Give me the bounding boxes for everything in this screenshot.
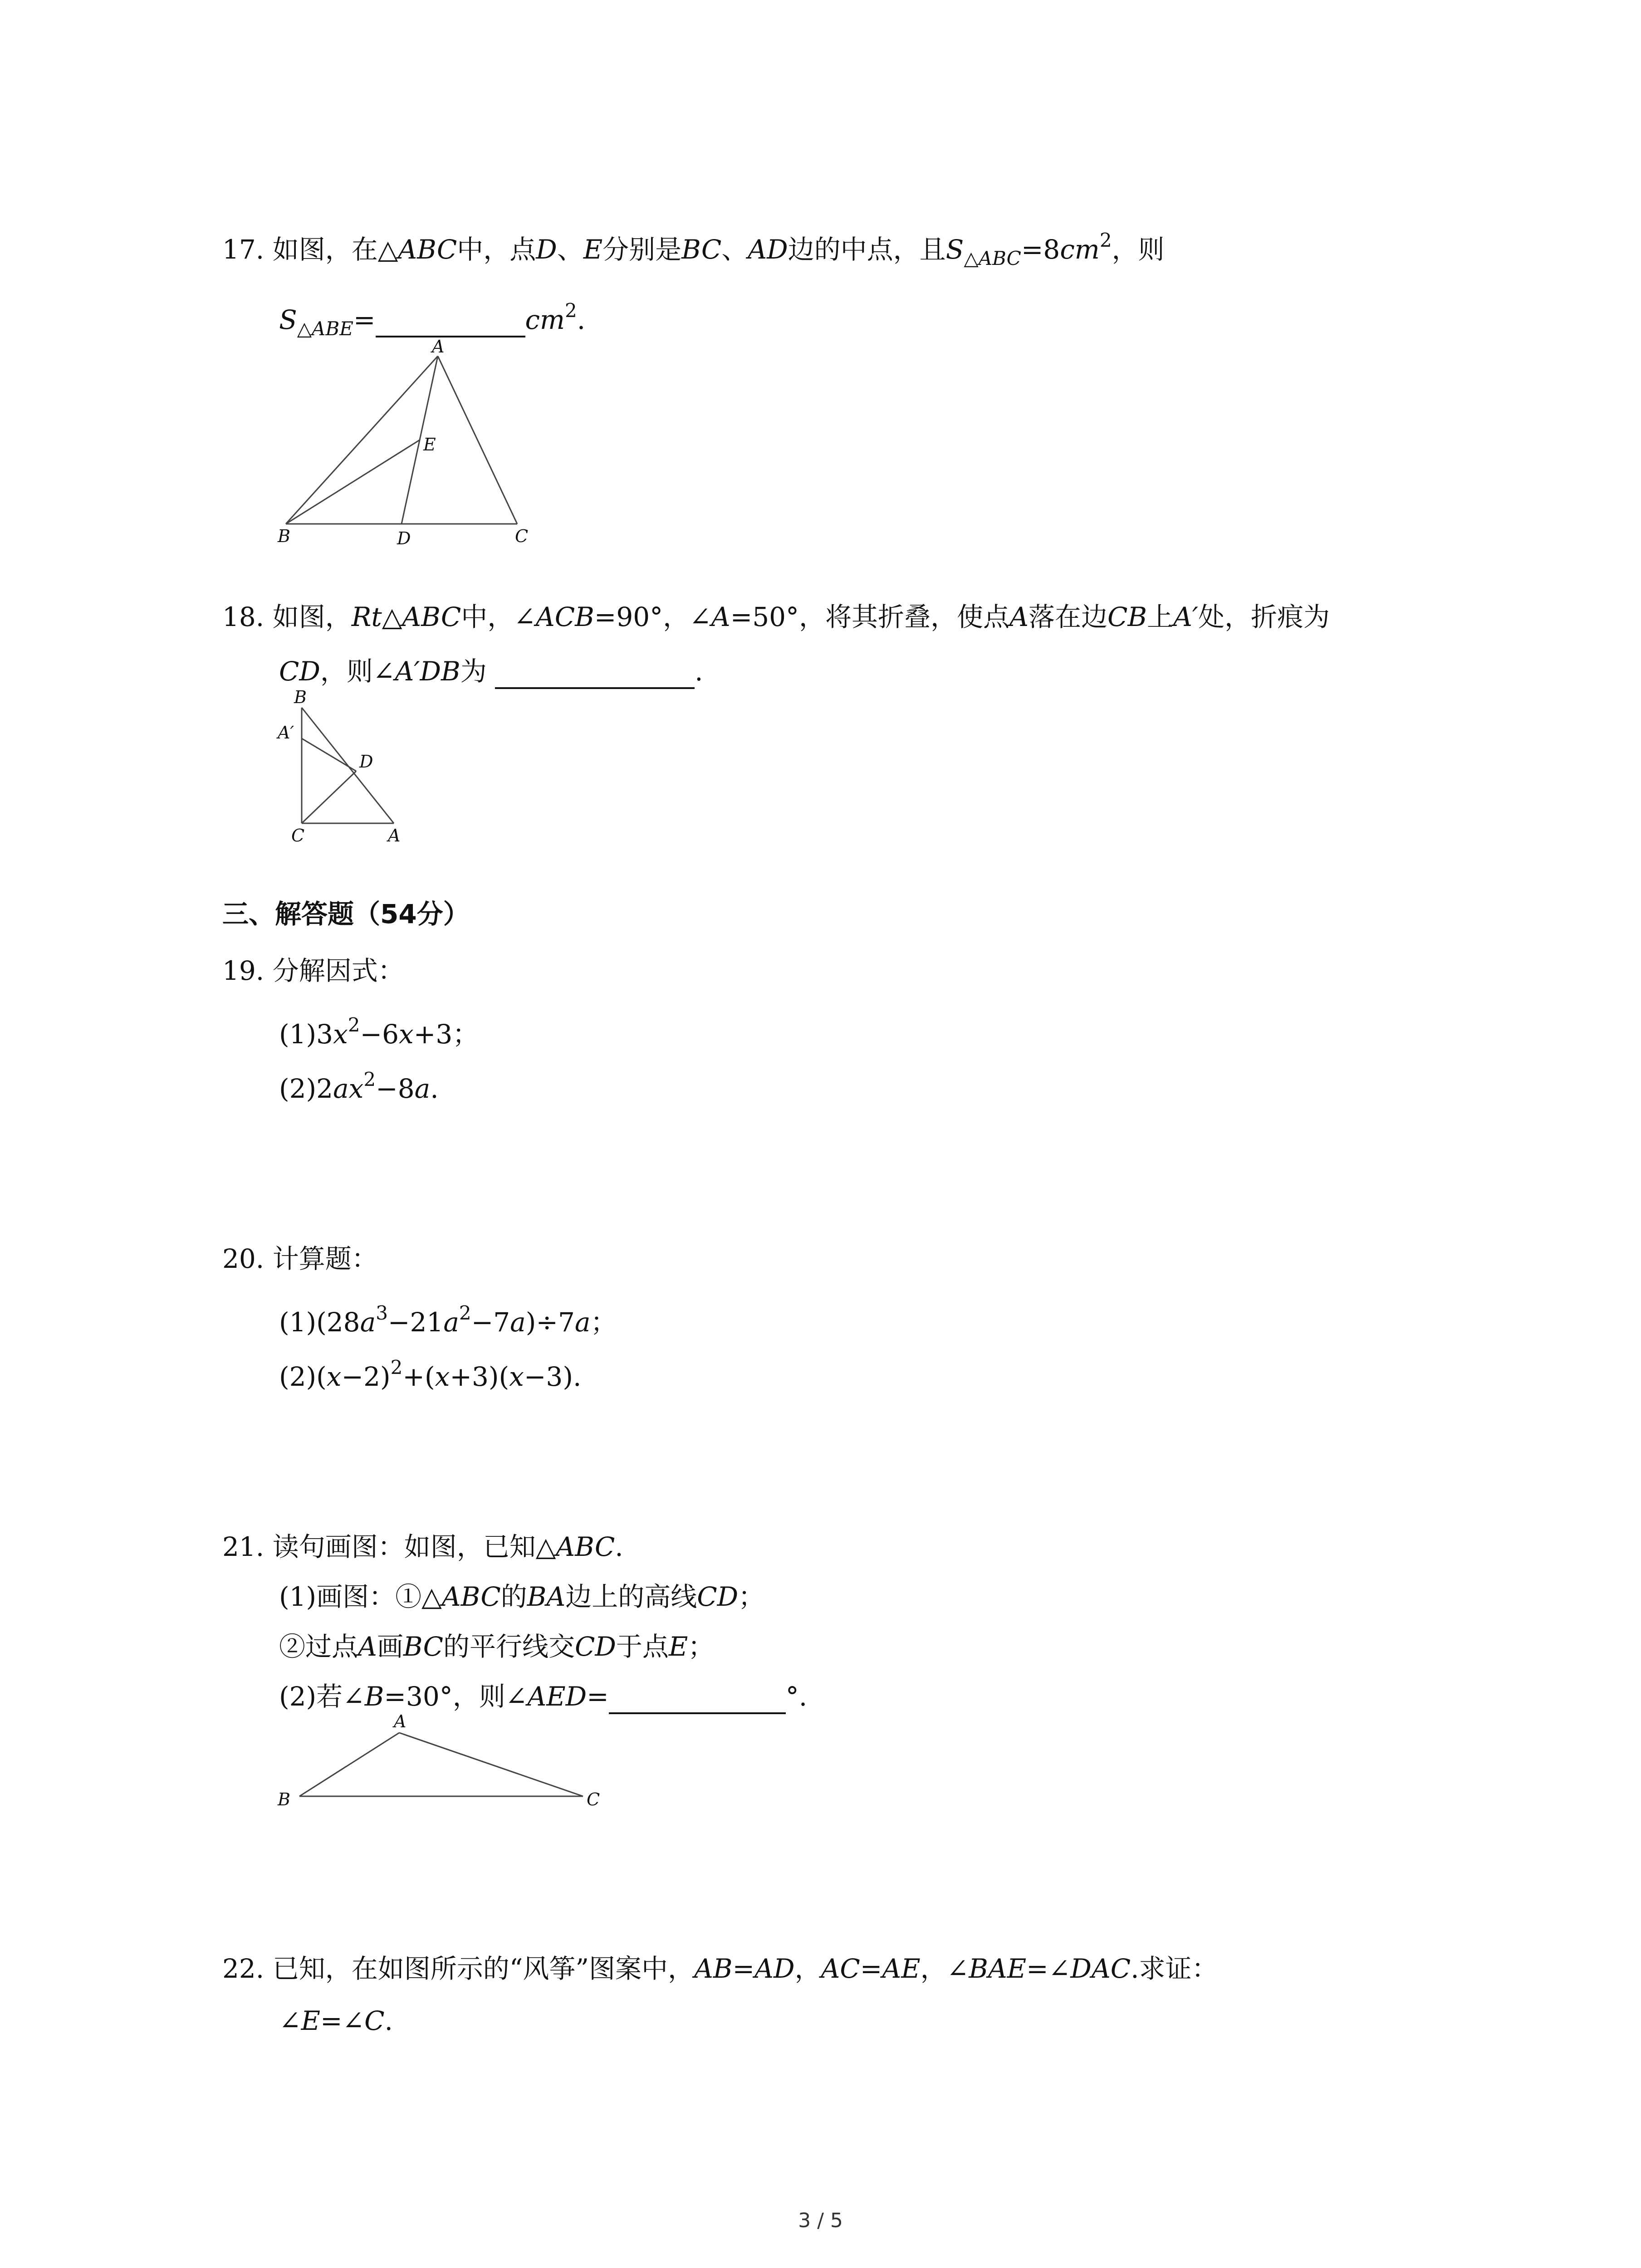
q17-edge-ab <box>286 356 438 524</box>
q21-label-a: A <box>394 1711 407 1731</box>
q21-line3: ②过点A画BC的平行线交CD于点E； <box>279 1631 715 1662</box>
q18-label-d: D <box>359 752 373 772</box>
q21-line2: (1)画图：①△ABC的BA边上的高线CD； <box>279 1581 765 1612</box>
q17-triangle-figure <box>272 337 544 556</box>
q18-answer-blank[interactable] <box>495 655 695 689</box>
q19-title: 19. 分解因式： <box>222 955 404 986</box>
section-heading: 三、解答题（54分） <box>222 899 470 929</box>
q17-line2: $S_{\triangle ABE}= cm^2$. <box>279 299 586 340</box>
q18-label-c: C <box>291 826 305 846</box>
q20-part1: $(1)(28a^3-21a^2-7a)\div 7a$； <box>279 1302 617 1338</box>
q18-label-a1: A′ <box>278 723 294 743</box>
q21-line1: 21. 读句画图：如图，已知△ABC. <box>222 1531 623 1562</box>
q21-answer-blank[interactable] <box>609 1681 786 1714</box>
q22-line2: ∠E=∠C. <box>279 2005 393 2036</box>
q19-part1: $(1)3x^2-6x+3$； <box>279 1014 479 1050</box>
page-number: 3 / 5 <box>798 2209 843 2232</box>
q18-crease-cd <box>302 771 356 823</box>
q18-line1: 18. 如图，Rt△ABC中，∠ACB=90°，∠A=50°，将其折叠，使点A落在边CB上A′处，折痕为 <box>222 601 1330 632</box>
q17-line1: 17. 如图，在△ABC中，点D、E分别是BC、AD边的中点，且$S_{\triangle ABC}=8cm^2$，则 <box>222 229 1165 269</box>
q18-segment-a1d <box>302 738 356 771</box>
q17-label-d: D <box>397 528 411 548</box>
q20-part2: $(2)(x-2)^2+(x+3)(x-3)$. <box>279 1356 582 1392</box>
q21-label-c: C <box>587 1789 600 1809</box>
q21-edge-ac <box>399 1733 583 1796</box>
q21-triangle-figure <box>272 1711 617 1819</box>
q18-line2: CD，则∠A′DB为 . <box>279 655 703 689</box>
q17-label-a: A <box>432 337 445 357</box>
q17-answer-blank[interactable] <box>376 304 525 337</box>
q18-label-a: A <box>388 826 401 846</box>
q18-fold-figure <box>272 689 417 857</box>
q22-line1: 22. 已知，在如图所示的“风筝”图案中，AB=AD，AC=AE，∠BAE=∠DAC.求证： <box>222 1953 1218 1984</box>
q21-line4: (2)若∠B=30°，则∠AED= °. <box>279 1681 807 1714</box>
q17-label-e: E <box>423 435 436 455</box>
q21-label-b: B <box>278 1789 290 1809</box>
q19-part2: $(2)2ax^2-8a$. <box>279 1068 439 1104</box>
q21-edge-ab <box>299 1733 399 1796</box>
q17-label-c: C <box>515 526 529 546</box>
q17-edge-ac <box>438 356 517 524</box>
q17-segment-be <box>286 440 420 524</box>
q20-title: 20. 计算题： <box>222 1243 378 1274</box>
q17-label-b: B <box>278 526 290 546</box>
q18-label-b: B <box>294 687 307 707</box>
